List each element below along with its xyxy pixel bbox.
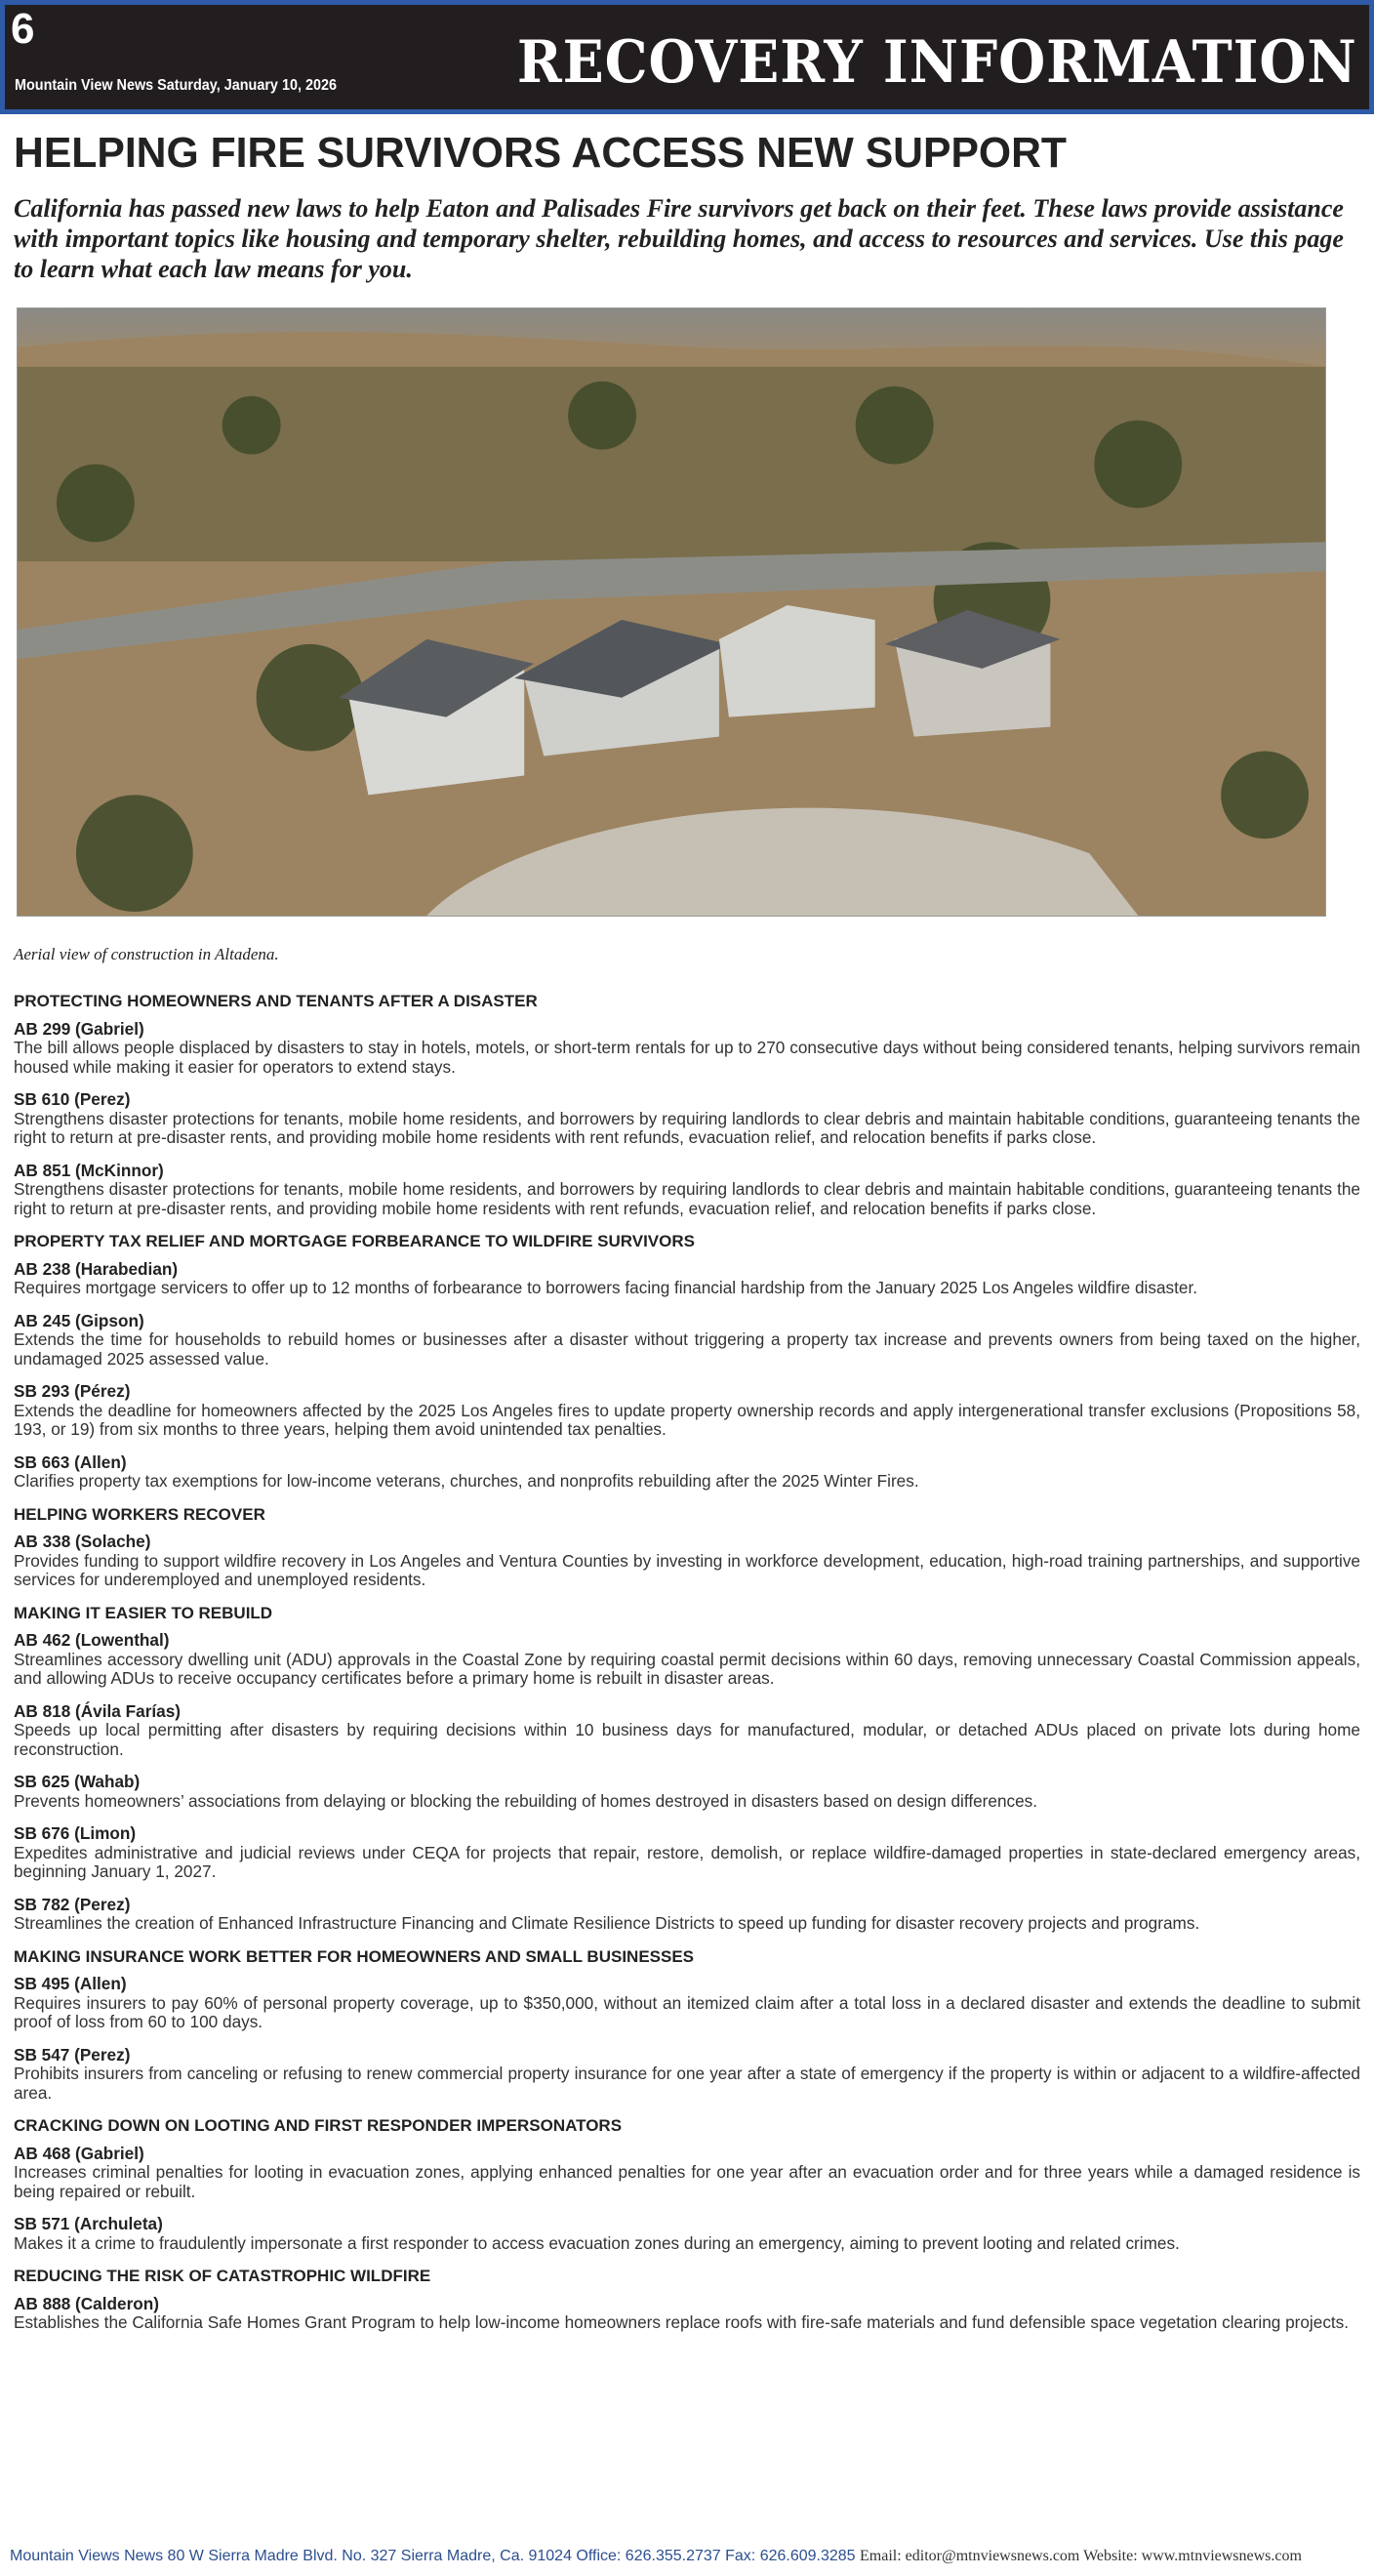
section-heading: REDUCING THE RISK OF CATASTROPHIC WILDFIRE xyxy=(14,2267,431,2285)
bill-name: SB 495 (Allen) xyxy=(14,1974,127,1993)
bill-item xyxy=(14,1975,1360,2032)
photo-caption: Aerial view of construction in Altadena. xyxy=(14,945,279,963)
bill-item xyxy=(14,1702,1360,1760)
bill-name: AB 299 (Gabriel) xyxy=(14,1018,144,1039)
bill-item xyxy=(14,1453,1360,1492)
bill-description: Provides funding to support wildfire recovery in Los Angeles and Ventura Counties by investing in workforce development, education, high-road training partnerships, and supportive services for underemployed and unemployed residents. xyxy=(14,1550,1360,1589)
bill-description: Extends the deadline for homeowners affected by the 2025 Los Angeles fires to update property ownership records and apply intergenerational transfer exclusions (Propositions 58, 193, or 19) from six months to three years, helping them avoid unintended tax penalties. xyxy=(14,1400,1360,1439)
bill-item xyxy=(14,1533,1360,1590)
section-heading: MAKING IT EASIER TO REBUILD xyxy=(14,1603,273,1622)
bill-description: Speeds up local permitting after disasters by requiring decisions within 10 business days for manufactured, modular, or detached ADUs placed on private lots during home reconstruction. xyxy=(14,1720,1360,1759)
intro-paragraph: California has passed new laws to help Eaton and Palisades Fire survivors get back on their feet. These laws provide assistance with important topics like housing and temporary shelter, rebuilding homes, and access to resources and services. Use this page to learn what each law means for you. xyxy=(14,194,1344,283)
bill-item xyxy=(14,1773,1360,1811)
bill-description: Streamlines accessory dwelling unit (ADU) approvals in the Coastal Zone by requiring coastal permit decisions within 60 days, removing unnecessary Coastal Commission appeals, and allowing ADUs to receive occupancy certificates before a primary home is rebuilt in disaster areas. xyxy=(14,1649,1360,1688)
bill-name: SB 293 (Pérez) xyxy=(14,1381,131,1401)
bill-description: Clarifies property tax exemptions for low-income veterans, churches, and nonprofits rebuilding after the 2025 Winter Fires. xyxy=(14,1471,919,1491)
bill-item xyxy=(14,2145,1360,2202)
bill-name: AB 818 (Ávila Farías) xyxy=(14,1700,181,1721)
section-heading: CRACKING DOWN ON LOOTING AND FIRST RESPONDER IMPERSONATORS xyxy=(14,2116,623,2135)
bill-item xyxy=(14,2046,1360,2104)
bill-description: Establishes the California Safe Homes Grant Program to help low-income homeowners replace roofs with fire-safe materials and fund defensible space vegetation clearing projects. xyxy=(14,2312,1350,2332)
section-heading: PROTECTING HOMEOWNERS AND TENANTS AFTER A DISASTER xyxy=(14,992,538,1010)
footer xyxy=(10,2548,1302,2565)
bill-name: AB 462 (Lowenthal) xyxy=(14,1630,170,1650)
bill-description: Streamlines the creation of Enhanced Infrastructure Financing and Climate Resilience Districts to speed up funding for disaster recovery projects and programs. xyxy=(14,1913,1200,1933)
bill-item xyxy=(14,2295,1360,2333)
bill-description: The bill allows people displaced by disasters to stay in hotels, motels, or short-term rentals for up to 270 consecutive days without being considered tenants, helping survivors remain housed while making it easier for operators to extend stays. xyxy=(14,1038,1360,1077)
bill-name: AB 338 (Solache) xyxy=(14,1532,151,1551)
bill-item xyxy=(14,1312,1360,1370)
bill-description: Strengthens disaster protections for tenants, mobile home residents, and borrowers by requiring landlords to clear debris and maintain habitable conditions, guaranteeing tenants the right to return at pre-disaster rents, and providing mobile home residents with rent refunds, evacuation relief, and relocation benefits if parks close. xyxy=(14,1108,1360,1147)
bill-item xyxy=(14,1824,1360,1882)
bill-name: AB 468 (Gabriel) xyxy=(14,2143,144,2163)
bill-description: Requires insurers to pay 60% of personal property coverage, up to $350,000, without an itemized claim after a total loss in a declared disaster and extends the deadline to submit proof of loss from 60 to 100 days. xyxy=(14,1992,1360,2031)
headline: HELPING FIRE SURVIVORS ACCESS NEW SUPPORT xyxy=(14,129,1068,177)
bill-item xyxy=(14,1896,1360,1934)
bill-description: Prohibits insurers from canceling or refusing to renew commercial property insurance for one year after a state of emergency if the property is within or adjacent to a wildfire-affected area. xyxy=(14,2064,1360,2103)
bill-description: Makes it a crime to fraudulently impersonate a first responder to access evacuation zones during an emergency, aiming to prevent looting and related crimes. xyxy=(14,2232,1180,2253)
bill-item xyxy=(14,1162,1360,1219)
section-heading: MAKING INSURANCE WORK BETTER FOR HOMEOWNERS AND SMALL BUSINESSES xyxy=(14,1946,695,1966)
section-heading: HELPING WORKERS RECOVER xyxy=(14,1504,265,1524)
bill-name: AB 238 (Harabedian) xyxy=(14,1258,179,1279)
bill-name: AB 245 (Gipson) xyxy=(14,1310,144,1330)
bill-description: Extends the time for households to rebuild homes or businesses after a disaster without triggering a property tax increase and prevents owners from being taxed on the higher, undamaged 2025 assessed value. xyxy=(14,1329,1360,1369)
dateline: Mountain View News Saturday, January 10, 2026 xyxy=(15,77,338,94)
bill-item xyxy=(14,1382,1360,1440)
section-heading: PROPERTY TAX RELIEF AND MORTGAGE FORBEARANCE TO WILDFIRE SURVIVORS xyxy=(14,1232,695,1250)
bill-name: SB 782 (Perez) xyxy=(14,1894,131,1914)
bill-name: SB 625 (Wahab) xyxy=(14,1772,141,1791)
bill-name: SB 571 (Archuleta) xyxy=(14,2214,163,2233)
bill-name: AB 888 (Calderon) xyxy=(14,2293,159,2313)
bill-item xyxy=(14,2215,1360,2253)
bill-name: SB 663 (Allen) xyxy=(14,1452,127,1472)
bill-description: Expedites administrative and judicial reviews under CEQA for projects that repair, restore, demolish, or replace wildfire-damaged properties in state-declared emergency areas, beginning January 1, 2027. xyxy=(14,1842,1360,1881)
bill-description: Strengthens disaster protections for tenants, mobile home residents, and borrowers by requiring landlords to clear debris and maintain habitable conditions, guaranteeing tenants the right to return at pre-disaster rents, and providing mobile home residents with rent refunds, evacuation relief, and relocation benefits if parks close. xyxy=(14,1179,1360,1218)
section-title: RECOVERY INFORMATION xyxy=(517,28,1357,97)
bill-name: SB 676 (Limon) xyxy=(14,1823,137,1843)
bill-description: Requires mortgage servicers to offer up to 12 months of forbearance to borrowers facing financial hardship from the January 2025 Los Angeles wildfire disaster. xyxy=(14,1278,1198,1297)
bill-item xyxy=(14,1090,1360,1148)
bill-description: Prevents homeowners’ associations from delaying or blocking the rebuilding of homes destroyed in disasters based on design differences. xyxy=(14,1790,1038,1811)
footer-address: 80 W Sierra Madre Blvd. No. 327 Sierra Madre, Ca. 91024 Office: 626.355.2737 Fax: 626.609.3285 xyxy=(163,2548,861,2564)
footer-org: Mountain Views News xyxy=(10,2548,164,2564)
bill-description: Increases criminal penalties for looting in evacuation zones, applying enhanced penalties for one year after an evacuation order and for three years while a damaged residence is being repaired or rebuilt. xyxy=(14,2162,1360,2201)
article-body xyxy=(14,981,1360,2347)
bill-name: SB 547 (Perez) xyxy=(14,2044,131,2065)
masthead xyxy=(0,0,1374,114)
bill-item xyxy=(14,1260,1360,1298)
page-number: 6 xyxy=(11,5,35,53)
bill-name: SB 610 (Perez) xyxy=(14,1089,131,1109)
footer-contact: Email: editor@mtnviewsnews.com Website: www.mtnviewsnews.com xyxy=(860,2548,1302,2564)
bill-item xyxy=(14,1631,1360,1689)
bill-name: AB 851 (McKinnor) xyxy=(14,1160,164,1180)
aerial-photo xyxy=(17,307,1326,917)
bill-item xyxy=(14,1020,1360,1078)
